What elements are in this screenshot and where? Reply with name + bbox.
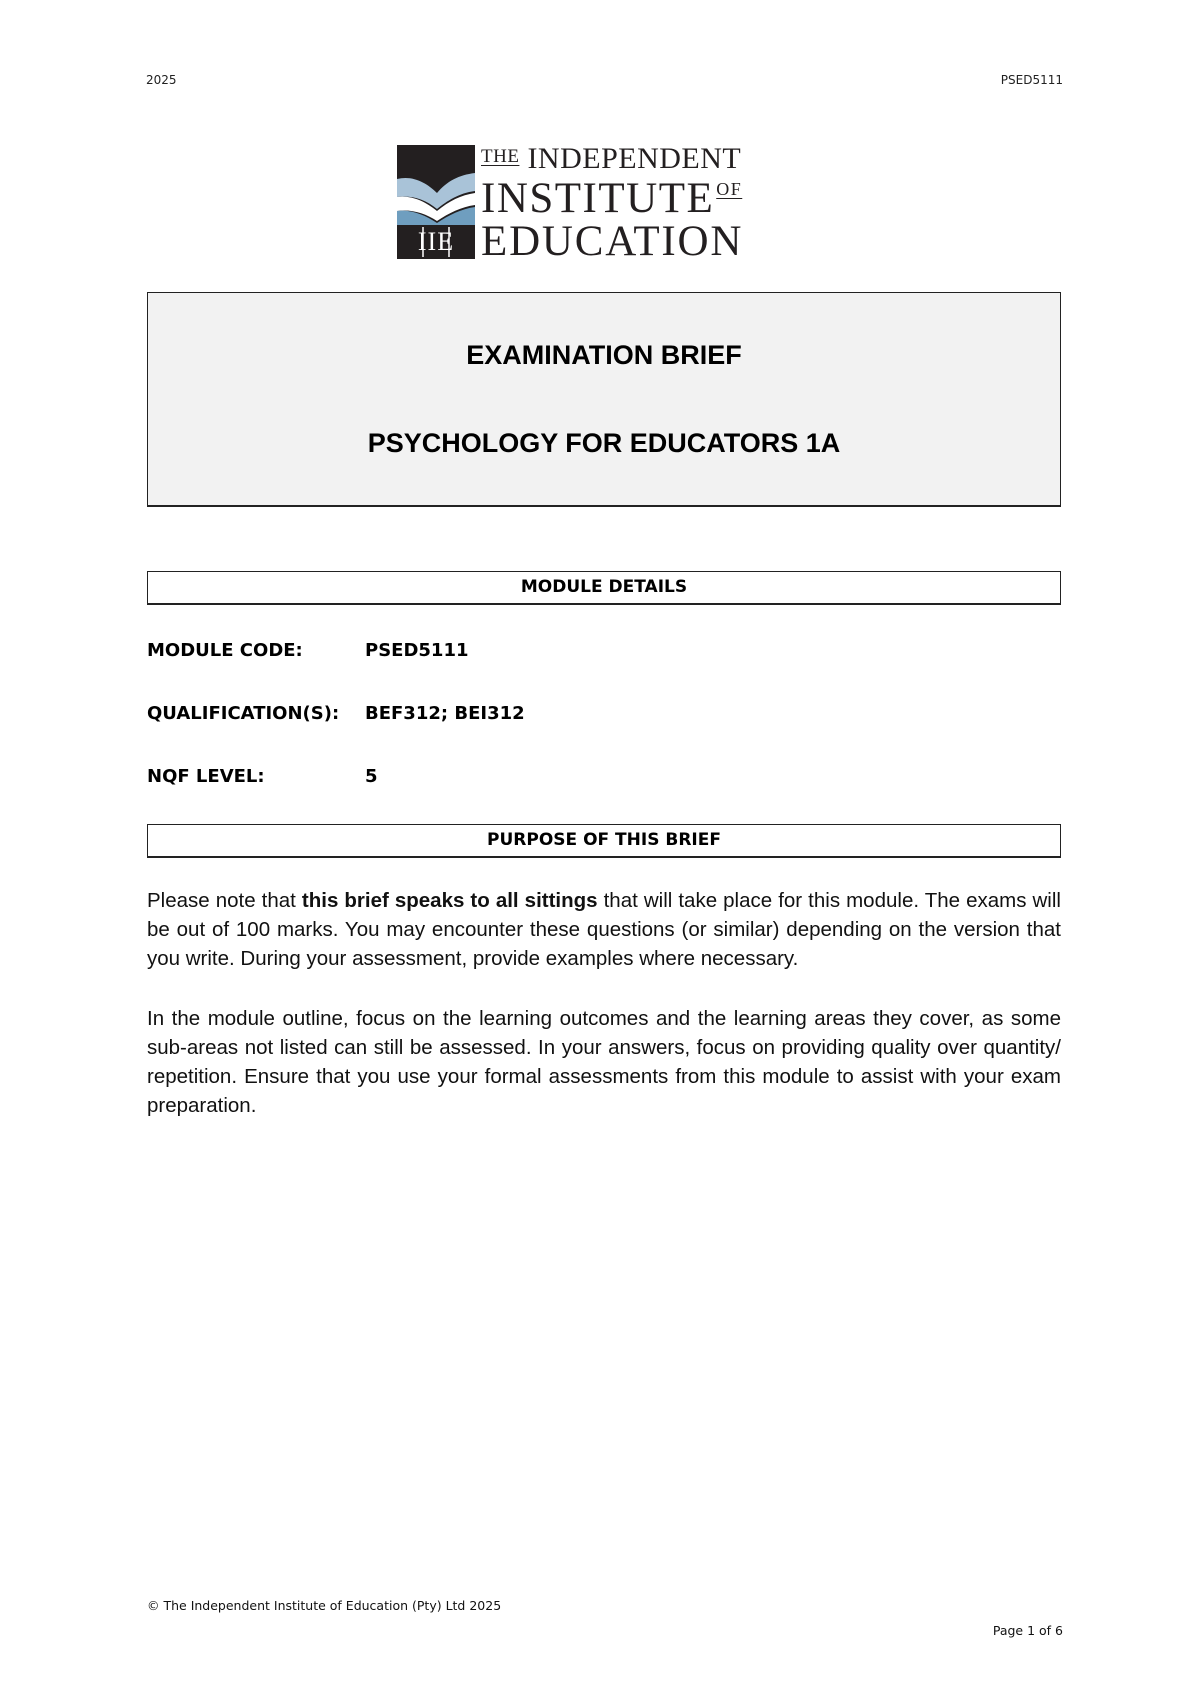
purpose-paragraph-2: In the module outline, focus on the learning outcomes and the learning areas they cover, as some sub-areas not listed can still be assessed. In your answers, focus on providing quality over quantity/ repetition. Ensure that you use your formal assessments from this module to assist with your exam preparation. [147,1007,1061,1117]
logo-line-1 [481,144,741,174]
p1-bold-text: this brief speaks to all sittings [301,889,598,912]
qualification-value: BEF312; BEI312 [365,703,525,724]
qualification-label: QUALIFICATION(S): [147,703,340,724]
module-title: PSYCHOLOGY FOR EDUCATORS 1A [367,428,841,458]
nqf-level-value: 5 [365,766,378,787]
nqf-level-label: NQF LEVEL: [147,766,265,787]
footer-copyright: © The Independent Institute of Education (Pty) Ltd 2025 [147,1598,502,1613]
p1-text-end: that will take place for this module. The exams will be out of 100 marks. You may encounter these questions (or similar) depending on the version that you write. During your assessment, provide examples where necessary. [147,889,1061,970]
purpose-heading: PURPOSE OF THIS BRIEF [147,824,1061,858]
title-box [147,292,1061,507]
logo-the: THE [481,146,520,167]
logo-independent: INDEPENDENT [527,142,742,175]
document-title: EXAMINATION BRIEF [466,340,742,370]
iie-logo [397,143,811,263]
logo-of: OF [716,179,743,199]
logo-line-2 [481,177,742,220]
logo-iie-text: IIE [417,227,455,256]
header-year: 2025 [146,73,177,87]
purpose-paragraph-1 [147,886,1061,973]
logo-education: EDUCATION [481,218,744,265]
module-code-value: PSED5111 [365,640,469,661]
p1-text-start: Please note that [147,889,302,912]
page-number: Page 1 of 6 [992,1623,1063,1638]
module-code-label: MODULE CODE: [147,640,303,661]
logo-institute: INSTITUTE [481,175,715,222]
header-module-code: PSED5111 [1000,73,1063,87]
module-details-heading: MODULE DETAILS [147,571,1061,605]
